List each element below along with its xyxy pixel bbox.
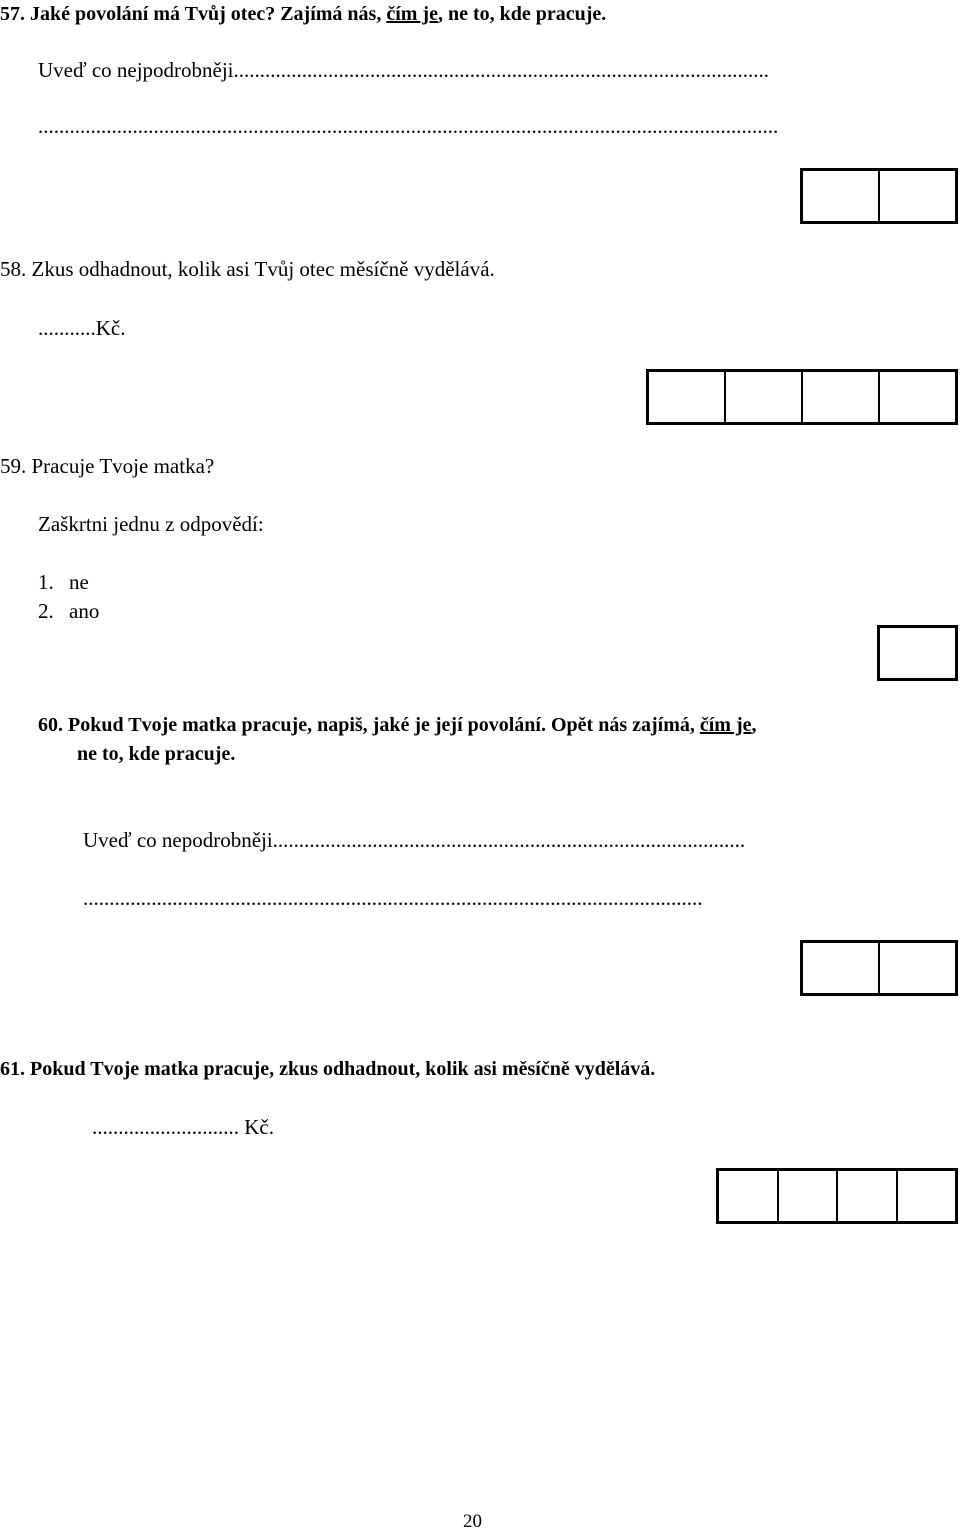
code-cell[interactable] (649, 372, 726, 422)
q60-answer-line: ...................................................................................................................... (83, 886, 703, 910)
q61-code-boxes (716, 1168, 958, 1224)
code-cell[interactable] (779, 1171, 839, 1221)
q59-number: 59. (0, 454, 27, 478)
code-cell[interactable] (880, 628, 955, 678)
code-cell[interactable] (726, 372, 803, 422)
q60-text-a: Pokud Tvoje matka pracuje, napiš, jaké je její povolání. Opět nás zajímá, (68, 714, 700, 736)
q57-text-a: Jaké povolání má Tvůj otec? Zajímá nás, (30, 3, 387, 25)
q57-text-underlined: čím je (386, 3, 438, 25)
q57-number: 57. (0, 3, 25, 25)
page-number: 20 (463, 1511, 482, 1532)
code-cell[interactable] (803, 372, 880, 422)
q60-number: 60. (38, 714, 63, 736)
q61-heading (0, 1059, 655, 1079)
q60-instruction: Uveď co nepodrobněji.......................................................................................... (83, 828, 746, 852)
code-cell[interactable] (803, 943, 880, 993)
q60-text-line2: ne to, kde pracuje. (77, 743, 236, 765)
q61-answer: ............................ Kč. (92, 1115, 274, 1139)
code-cell[interactable] (880, 372, 955, 422)
option-label: ano (69, 599, 100, 623)
q61-number: 61. (0, 1058, 25, 1080)
code-cell[interactable] (880, 171, 955, 221)
option-number: 1. (38, 570, 54, 594)
q57-text-b: , ne to, kde pracuje. (437, 3, 607, 25)
option-label: ne (69, 570, 89, 594)
code-cell[interactable] (898, 1171, 956, 1221)
q60-text-b: , (751, 714, 757, 736)
q59-instruction: Zaškrtni jednu z odpovědí: (38, 512, 264, 536)
code-cell[interactable] (880, 943, 955, 993)
q60-code-boxes (800, 940, 958, 996)
q58-code-boxes (646, 369, 958, 425)
q58-number: 58. (0, 257, 27, 281)
option-number: 2. (38, 599, 54, 623)
q57-code-boxes (800, 168, 958, 224)
q59-code-box (877, 625, 958, 681)
q59-option-1[interactable] (38, 572, 89, 593)
code-cell[interactable] (719, 1171, 779, 1221)
q60-text-underlined: čím je (699, 714, 752, 736)
code-cell[interactable] (838, 1171, 898, 1221)
q59-text: Pracuje Tvoje matka? (31, 454, 215, 478)
q59-option-2[interactable] (38, 601, 99, 622)
q57-instruction: Uveď co nejpodrobněji...................................................................................................... (38, 58, 770, 82)
q58-heading (0, 259, 495, 280)
q57-heading (0, 4, 606, 24)
q57-answer-line: ............................................................................................................................................. (38, 114, 779, 138)
code-cell[interactable] (803, 171, 880, 221)
q60-heading (38, 715, 757, 735)
q61-text: Pokud Tvoje matka pracuje, zkus odhadnout, kolik asi měsíčně vydělává. (30, 1058, 656, 1080)
q58-answer: ...........Kč. (38, 316, 126, 340)
q59-heading (0, 456, 214, 477)
q58-text: Zkus odhadnout, kolik asi Tvůj otec měsíčně vydělává. (31, 257, 495, 281)
